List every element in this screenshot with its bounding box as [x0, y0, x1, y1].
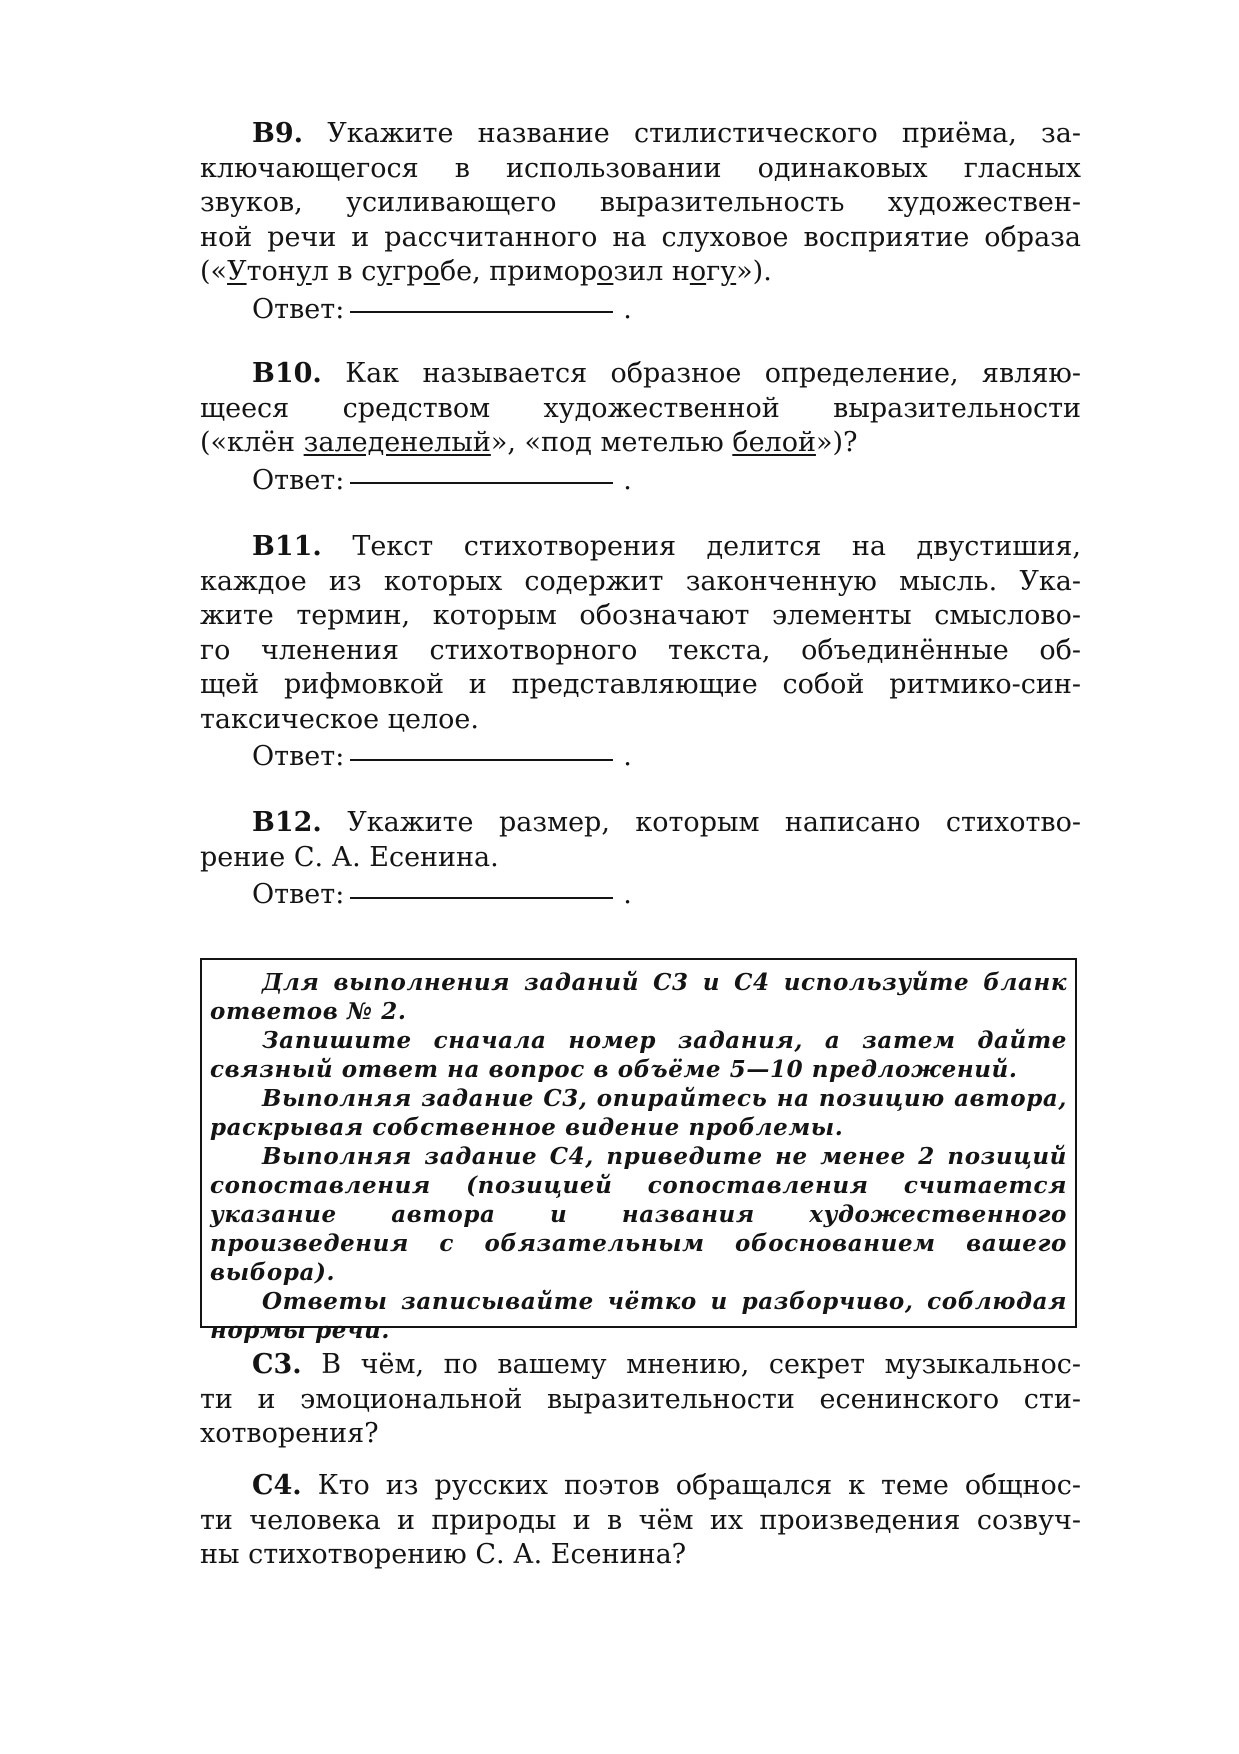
- task-number: B12.: [252, 807, 322, 838]
- task-b10: B10. Как называется образное определение, являю- щееся средством художественной выразительности («клён заледенелый», «под метелью белой»)? Ответ: .: [200, 358, 1081, 496]
- task-number: С3.: [252, 1349, 302, 1380]
- answer-line: Ответ: .: [252, 741, 632, 772]
- task-b12: B12. Укажите размер, которым написано стихотво- рение С. А. Есенина. Ответ: .: [200, 807, 1081, 910]
- answer-line: Ответ: .: [252, 879, 632, 910]
- task-number: B11.: [252, 531, 322, 562]
- example-line: («клён заледенелый», «под метелью белой»)?: [200, 427, 858, 458]
- task-b9: B9. Укажите название стилистического приёма, за- ключающегося в использовании одинаковых гласных звуков, усиливающего выразительность художествен- ной речи и рассчитанного на слуховое восприятие образа («Утонул в сугробе, приморозил ногу»). Ответ: .: [200, 118, 1081, 325]
- instruction: Ответы записывайте чётко и разборчиво, соблюдая нормы речи.: [210, 1288, 1067, 1344]
- example-line: («Утонул в сугробе, приморозил ногу»).: [200, 256, 772, 287]
- instruction: Выполняя задание С4, приведите не менее 2 позиций сопоставления (позицией сопоставления считается указание автора и названия художественного произведения с обязательным обоснованием вашего выбора).: [210, 1143, 1067, 1286]
- answer-blank[interactable]: [350, 897, 613, 899]
- instruction: Запишите сначала номер задания, а затем дайте связный ответ на вопрос в объёме 5—10 предложений.: [210, 1027, 1067, 1083]
- answer-blank[interactable]: [350, 759, 613, 761]
- task-number: B10.: [252, 358, 322, 389]
- answer-blank[interactable]: [350, 311, 613, 313]
- answer-blank[interactable]: [350, 482, 613, 484]
- task-c4: С4. Кто из русских поэтов обращался к теме общнос- ти человека и природы и в чём их произведения созвуч- ны стихотворению С. А. Есенина?: [200, 1470, 1081, 1570]
- instructions-box: [200, 958, 1077, 1344]
- task-number: B9.: [252, 118, 304, 149]
- task-c3: С3. В чём, по вашему мнению, секрет музыкальнос- ти и эмоциональной выразительности есенинского сти- хотворения?: [200, 1349, 1081, 1449]
- instruction: Для выполнения заданий С3 и С4 используйте бланк ответов № 2.: [210, 969, 1067, 1025]
- answer-line: Ответ: .: [252, 293, 632, 325]
- answer-line: Ответ: .: [252, 464, 632, 496]
- instruction: Выполняя задание С3, опирайтесь на позицию автора, раскрывая собственное видение проблемы.: [210, 1085, 1067, 1141]
- task-b11: B11. Текст стихотворения делится на двустишия, каждое из которых содержит законченную мысль. Ука- жите термин, которым обозначают элементы смыслово- го членения стихотворного текста, объединённые об- щей рифмовкой и представляющие собой ритмико-син- таксическое целое. Ответ: .: [200, 531, 1081, 772]
- task-number: С4.: [252, 1470, 302, 1501]
